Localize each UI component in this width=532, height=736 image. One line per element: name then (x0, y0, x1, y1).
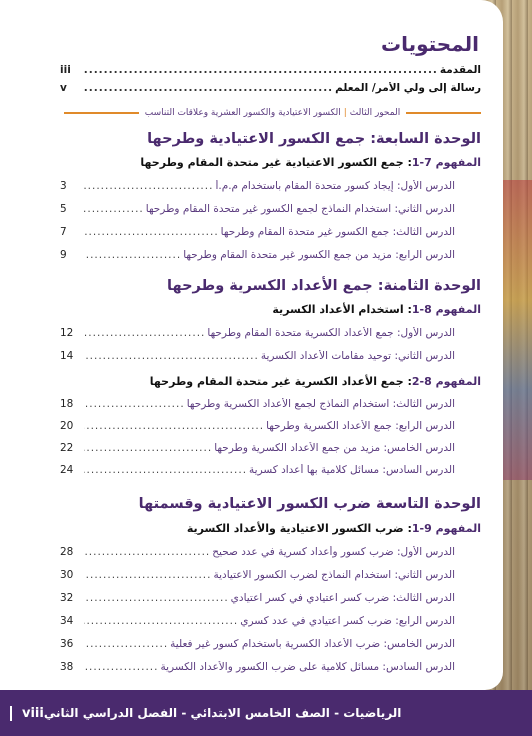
toc-entry[interactable] (60, 64, 481, 76)
lesson-label: الدرس الرابع: مزيد من جمع الكسور غير متحدة المقام وطرحها (183, 249, 455, 261)
lesson-label: الدرس الرابع: جمع الأعداد الكسرية وطرحها (266, 420, 455, 432)
lesson-page: 24 (60, 464, 74, 476)
lesson-entry[interactable] (60, 464, 455, 476)
lesson-entry[interactable] (60, 546, 455, 558)
leader-dots (84, 64, 438, 76)
lesson-page: 14 (60, 350, 74, 362)
concept-heading[interactable]: المفهوم 9-1: ضرب الكسور الاعتيادية والأعداد الكسرية (186, 522, 481, 535)
leader-dots (84, 226, 219, 238)
lesson-page: 34 (60, 615, 74, 627)
lesson-entry[interactable] (60, 180, 455, 192)
lesson-page: 12 (60, 327, 74, 339)
lesson-entry[interactable] (60, 569, 455, 581)
lesson-label: الدرس الثاني: استخدام النماذج لجمع الكسور غير متحدة المقام وطرحها (145, 203, 455, 215)
lesson-label: الدرس الثاني: توحيد مقامات الأعداد الكسرية (260, 350, 455, 362)
lesson-page: 3 (60, 180, 67, 192)
footer-bar (0, 690, 532, 736)
toc-entry[interactable] (60, 82, 481, 94)
leader-dots (84, 180, 213, 192)
lesson-entry[interactable] (60, 615, 455, 627)
lesson-page: 30 (60, 569, 74, 581)
axis-label: المحور الثالث|الكسور الاعتيادية والكسور العشرية وعلاقات التناسب (144, 108, 401, 118)
leader-dots (84, 350, 259, 362)
leader-dots (84, 569, 211, 581)
lesson-page: 38 (60, 661, 74, 673)
lesson-page: 36 (60, 638, 74, 650)
lesson-label: الدرس الثالث: ضرب كسر اعتيادي في كسر اعتيادي (230, 592, 455, 604)
divider-line (406, 112, 481, 114)
lesson-entry[interactable] (60, 398, 455, 410)
leader-dots (84, 638, 168, 650)
background-fabric (502, 180, 532, 480)
lesson-page: 28 (60, 546, 74, 558)
lesson-entry[interactable] (60, 226, 455, 238)
leader-dots (84, 398, 185, 410)
lesson-label: الدرس الأول: جمع الأعداد الكسرية متحدة المقام وطرحها (207, 327, 455, 339)
lesson-page: 22 (60, 442, 74, 454)
lesson-label: الدرس الرابع: ضرب كسر اعتيادي في عدد كسري (240, 615, 455, 627)
concept-heading[interactable]: المفهوم 7-1: جمع الكسور الاعتيادية غير متحدة المقام وطرحها (140, 156, 481, 169)
lesson-label: الدرس الثاني: استخدام النماذج لضرب الكسور الاعتيادية (213, 569, 455, 581)
lesson-page: 20 (60, 420, 74, 432)
leader-dots (84, 442, 212, 454)
lesson-label: الدرس السادس: مسائل كلامية بها أعداد كسرية (249, 464, 455, 476)
leader-dots (84, 592, 229, 604)
unit-heading[interactable]: الوحدة الثامنة: جمع الأعداد الكسرية وطرحها (167, 278, 481, 294)
lesson-label: الدرس الخامس: ضرب الأعداد الكسرية باستخدام كسور غير فعلية (170, 638, 455, 650)
lesson-label: الدرس الأول: ضرب كسور وأعداد كسرية في عدد صحيح (212, 546, 455, 558)
lesson-label: الدرس الثالث: جمع الكسور غير متحدة المقام وطرحها (220, 226, 455, 238)
lesson-entry[interactable] (60, 327, 455, 339)
lesson-page: 5 (60, 203, 67, 215)
leader-dots (84, 661, 158, 673)
leader-dots (84, 203, 144, 215)
concept-heading[interactable]: المفهوم 8-2: جمع الأعداد الكسرية غير متحدة المقام وطرحها (149, 375, 481, 388)
lesson-label: الدرس الثالث: استخدام النماذج لجمع الأعداد الكسرية وطرحها (186, 398, 455, 410)
lesson-page: 32 (60, 592, 74, 604)
lesson-label: الدرس الأول: إيجاد كسور متحدة المقام باستخدام م.م.أ (215, 180, 455, 192)
concept-heading[interactable]: المفهوم 8-1: استخدام الأعداد الكسرية (272, 303, 481, 316)
lesson-page: 7 (60, 226, 67, 238)
divider-line (64, 112, 139, 114)
axis-divider (64, 105, 481, 121)
leader-dots (84, 327, 205, 339)
lesson-entry[interactable] (60, 203, 455, 215)
leader-dots (84, 249, 181, 261)
lesson-entry[interactable] (60, 592, 455, 604)
leader-dots (84, 82, 333, 94)
leader-dots (84, 464, 247, 476)
page-number: viii (10, 706, 44, 721)
lesson-label: الدرس الخامس: مزيد من جمع الأعداد الكسرية وطرحها (214, 442, 455, 454)
toc-page: iii (60, 64, 71, 76)
toc-label: رسالة إلى ولي الأمر/ المعلم (335, 82, 481, 94)
lesson-label: الدرس السادس: مسائل كلامية على ضرب الكسور والأعداد الكسرية (160, 661, 455, 673)
lesson-entry[interactable] (60, 350, 455, 362)
leader-dots (84, 420, 264, 432)
toc-label: المقدمة (439, 64, 481, 76)
unit-heading[interactable]: الوحدة التاسعة ضرب الكسور الاعتيادية وقسمتها (138, 496, 481, 512)
lesson-entry[interactable] (60, 249, 455, 261)
lesson-entry[interactable] (60, 638, 455, 650)
page-title: المحتويات (380, 32, 479, 56)
leader-dots (84, 615, 238, 627)
footer-text: الرياضيات - الصف الخامس الابتدائي - الفصل الدراسي الثاني (43, 706, 402, 720)
lesson-entry[interactable] (60, 442, 455, 454)
lesson-entry[interactable] (60, 420, 455, 432)
lesson-entry[interactable] (60, 661, 455, 673)
leader-dots (84, 546, 210, 558)
lesson-page: 18 (60, 398, 74, 410)
lesson-page: 9 (60, 249, 67, 261)
toc-page: v (60, 82, 67, 94)
unit-heading[interactable]: الوحدة السابعة: جمع الكسور الاعتيادية وطرحها (147, 131, 481, 147)
